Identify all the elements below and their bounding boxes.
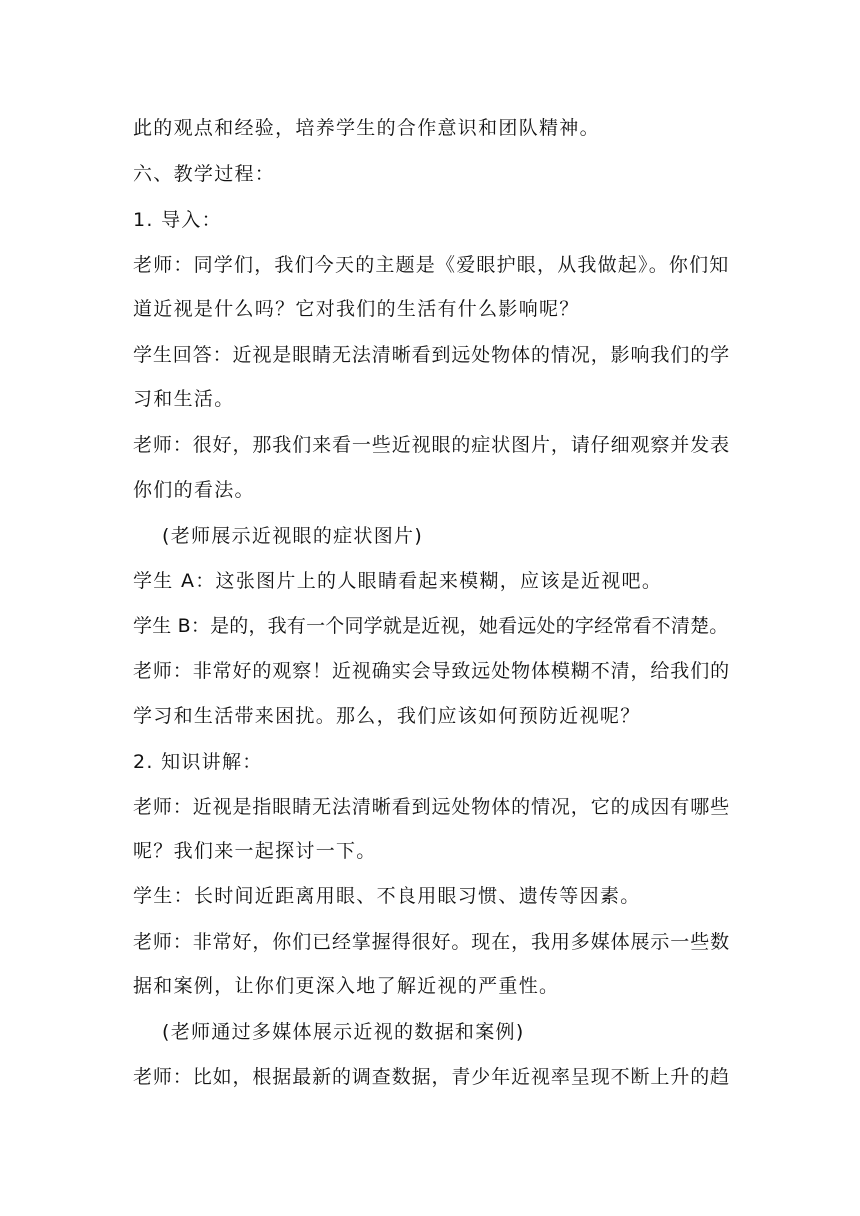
text-line: 老师：非常好，你们已经掌握得很好。现在，我用多媒体展示一些数 bbox=[133, 931, 731, 953]
subsection-heading: 1. 导入： bbox=[133, 209, 222, 231]
text-line: 老师：很好，那我们来看一些近视眼的症状图片，请仔细观察并发表 bbox=[133, 434, 731, 456]
section-heading: 六、教学过程： bbox=[133, 163, 276, 185]
text-line: 学生 A：这张图片上的人眼睛看起来模糊，应该是近视吧。 bbox=[133, 570, 663, 592]
text-line: 学习和生活带来困扰。那么，我们应该如何预防近视呢？ bbox=[133, 705, 641, 727]
text-line: 呢？我们来一起探讨一下。 bbox=[133, 840, 377, 862]
text-line: 习和生活。 bbox=[133, 388, 235, 410]
text-line: 学生 B：是的，我有一个同学就是近视，她看远处的字经常看不清楚。 bbox=[133, 615, 729, 637]
text-line: 老师：近视是指眼睛无法清晰看到远处物体的情况，它的成因有哪些 bbox=[133, 796, 731, 818]
text-line: 老师：非常好的观察！近视确实会导致远处物体模糊不清，给我们的 bbox=[133, 660, 731, 682]
text-line: 据和案例，让你们更深入地了解近视的严重性。 bbox=[133, 975, 560, 997]
text-line: 老师：同学们，我们今天的主题是《爱眼护眼，从我做起》。你们知 bbox=[133, 254, 730, 276]
text-line: 学生回答：近视是眼睛无法清晰看到远处物体的情况，影响我们的学 bbox=[133, 344, 731, 366]
text-line: 此的观点和经验，培养学生的合作意识和团队精神。 bbox=[133, 117, 600, 139]
text-line: 学生：长时间近距离用眼、不良用眼习惯、遗传等因素。 bbox=[133, 885, 641, 907]
stage-direction: (老师展示近视眼的症状图片) bbox=[162, 525, 424, 547]
stage-direction: (老师通过多媒体展示近视的数据和案例) bbox=[162, 1021, 525, 1043]
text-line: 道近视是什么吗？它对我们的生活有什么影响呢？ bbox=[133, 298, 580, 320]
subsection-heading: 2. 知识讲解： bbox=[133, 751, 263, 773]
text-line: 你们的看法。 bbox=[133, 479, 255, 501]
text-line: 老师：比如，根据最新的调查数据，青少年近视率呈现不断上升的趋 bbox=[133, 1066, 731, 1088]
